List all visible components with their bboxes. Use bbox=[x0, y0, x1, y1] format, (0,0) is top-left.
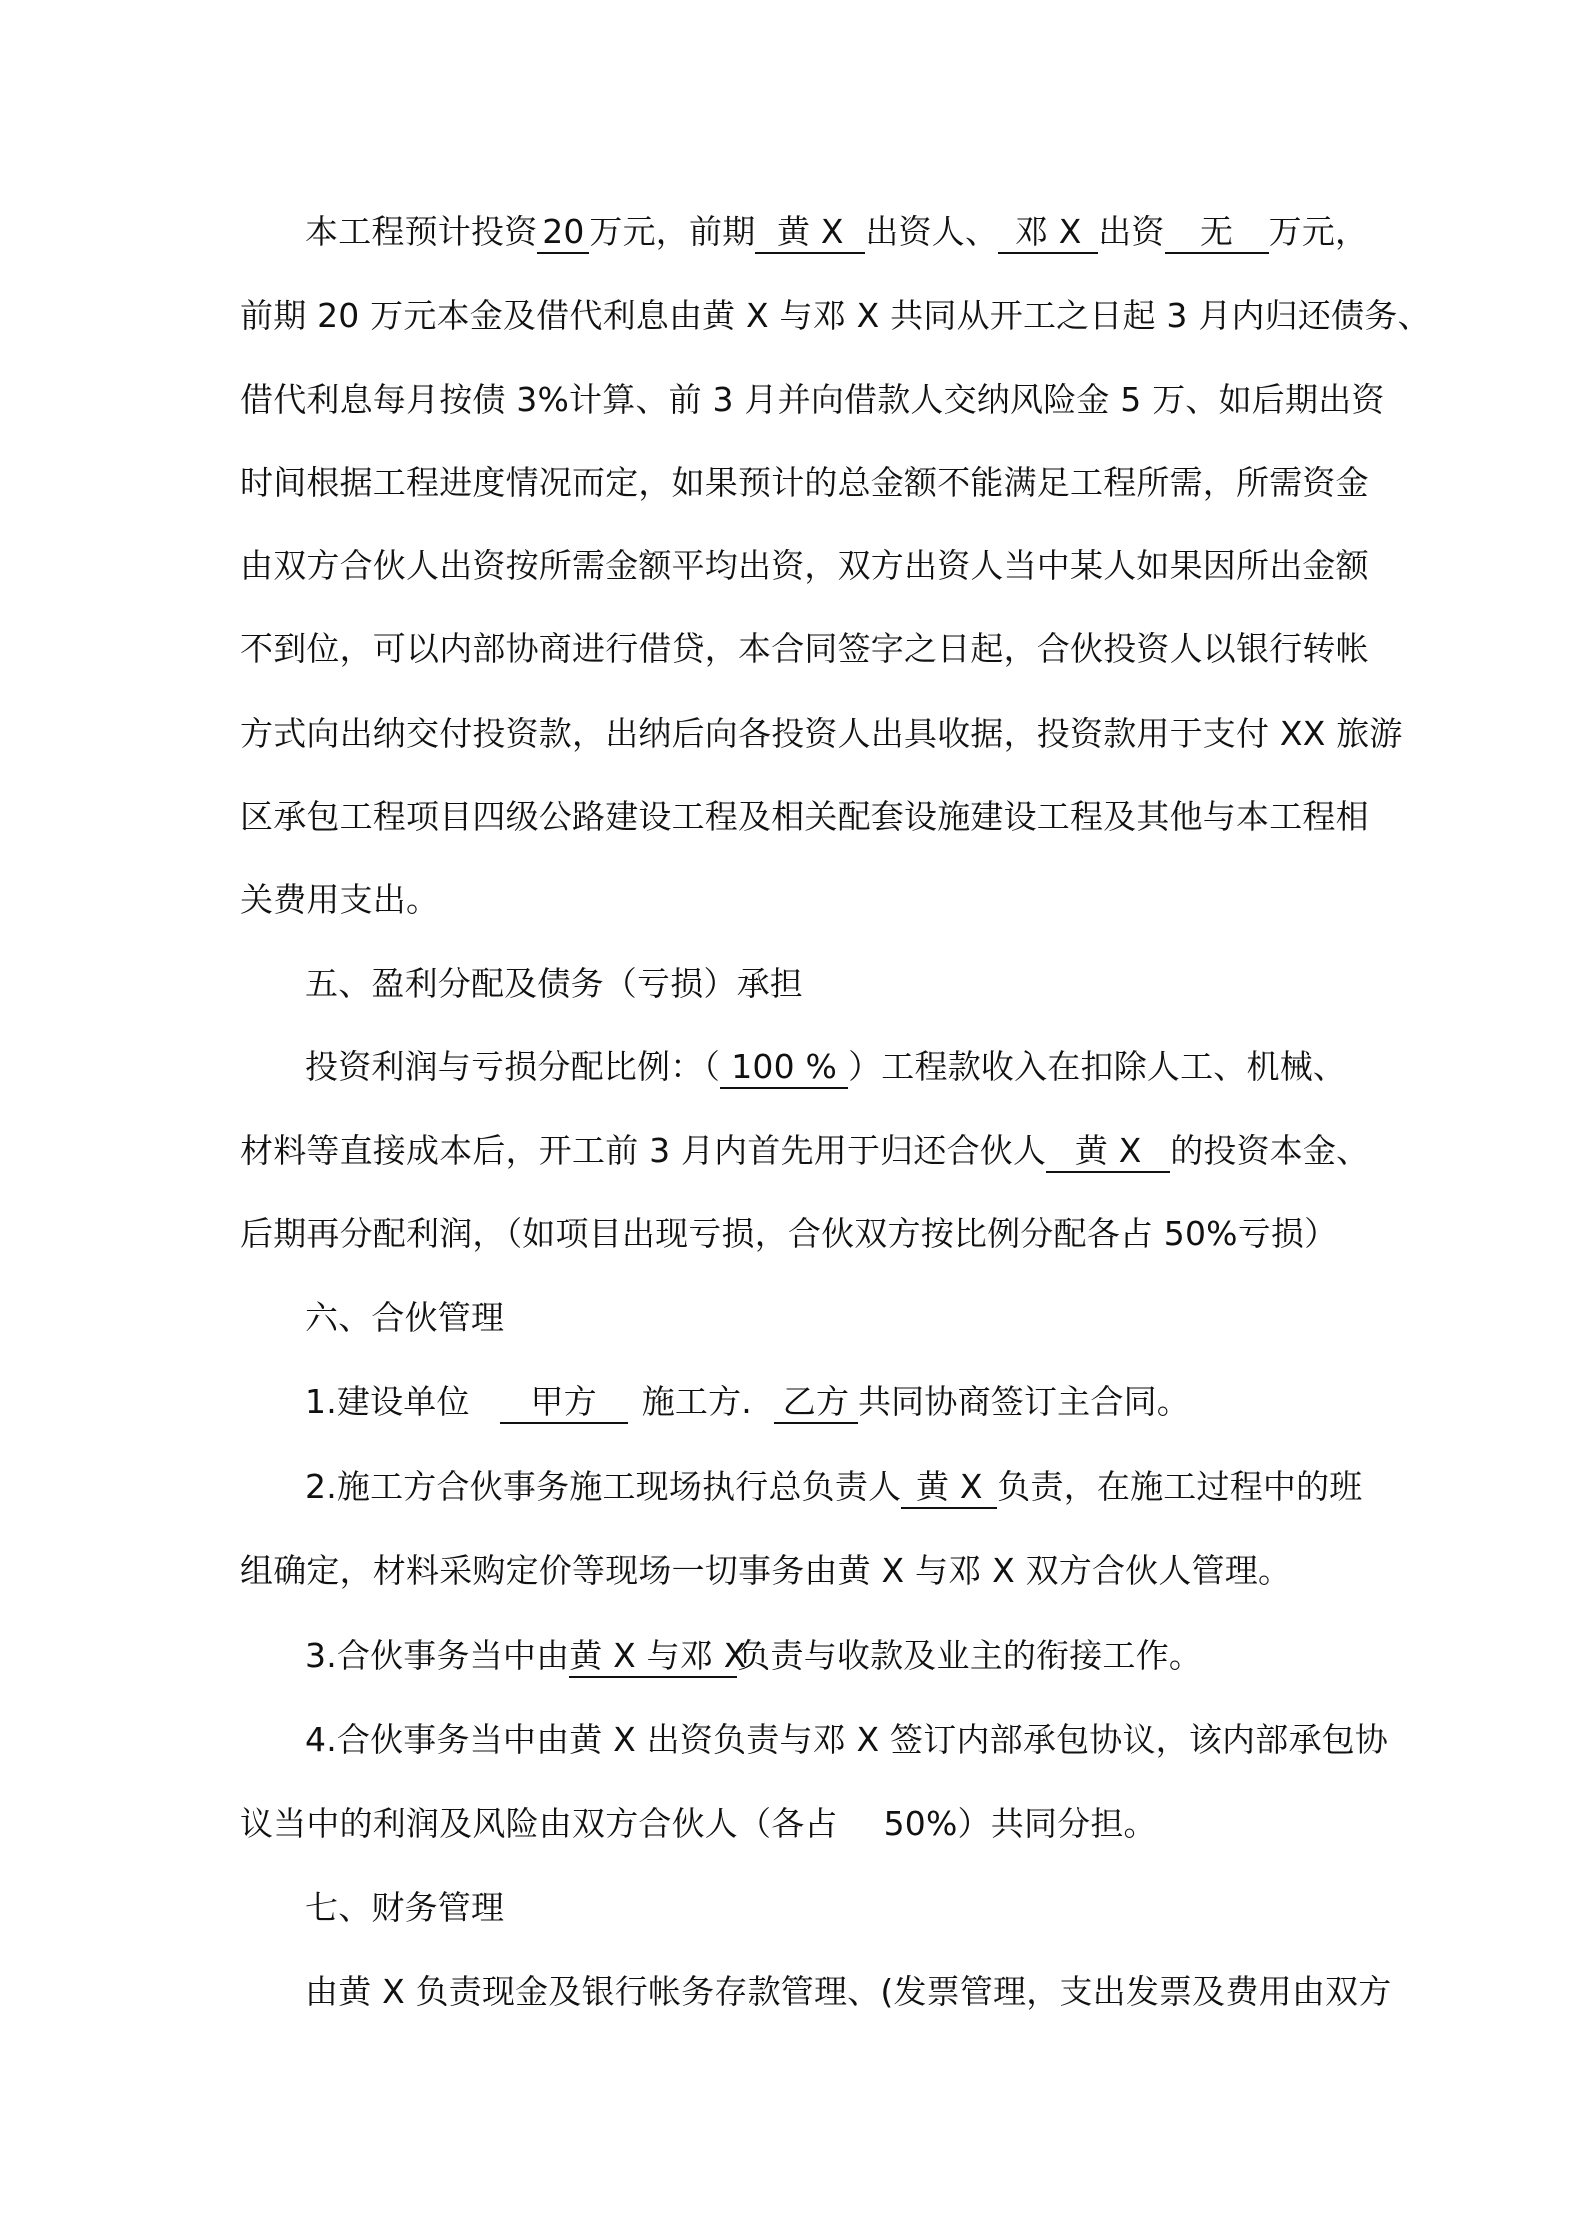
section-5-heading: 五、盈利分配及债务（亏损）承担 bbox=[305, 964, 803, 1003]
blank-site-manager: 黄 X bbox=[901, 1467, 997, 1509]
para1-line-3: 借代利息每月按债 3%计算、前 3 月并向借款人交纳风险金 5 万、如后期出资 bbox=[240, 380, 1385, 419]
section-6-item-2-line-2: 组确定，材料采购定价等现场一切事务由黄 X 与邓 X 双方合伙人管理。 bbox=[240, 1551, 1292, 1590]
text: 负责，在施工过程中的班 bbox=[997, 1467, 1363, 1506]
para1-line-5: 由双方合伙人出资按所需金额平均出资，双方出资人当中某人如果因所出金额 bbox=[240, 546, 1369, 585]
section-7-heading: 七、财务管理 bbox=[305, 1888, 505, 1927]
para1-line-9: 关费用支出。 bbox=[240, 880, 440, 919]
blank-investor-1: 黄 X bbox=[755, 212, 865, 254]
text: 50%）共同分担。 bbox=[883, 1804, 1157, 1843]
text: 的投资本金、 bbox=[1170, 1131, 1370, 1170]
para1-line-8: 区承包工程项目四级公路建设工程及相关配套设施建设工程及其他与本工程相 bbox=[240, 797, 1369, 836]
text: 投资利润与亏损分配比例：（ bbox=[305, 1047, 721, 1086]
blank-collection-responsible: 黄 X 与邓 X bbox=[569, 1636, 737, 1678]
text: 本工程预计投资 bbox=[305, 212, 538, 251]
blank-construction-unit: 甲方 bbox=[500, 1382, 628, 1424]
text: 万元， bbox=[1268, 212, 1369, 251]
blank-profit-ratio: 100 % bbox=[720, 1047, 848, 1089]
text: 1.建设单位 bbox=[305, 1382, 470, 1421]
blank-investor-2: 邓 X bbox=[998, 212, 1098, 254]
section-6-item-4-line-2 bbox=[240, 1800, 1157, 1848]
text: 2.施工方合伙事务施工现场执行总负责人 bbox=[305, 1467, 902, 1506]
blank-partner: 黄 X bbox=[1046, 1131, 1170, 1173]
blank-investment-amount: 20 bbox=[537, 212, 589, 254]
section-6-item-2-line-1 bbox=[305, 1463, 1363, 1511]
para1-line-2: 前期 20 万元本金及借代利息由黄 X 与邓 X 共同从开工之日起 3 月内归还债务、 bbox=[240, 296, 1431, 335]
text: 3.合伙事务当中由 bbox=[305, 1636, 570, 1675]
text: 出资人、 bbox=[865, 212, 999, 251]
section-6-item-4-line-1: 4.合伙事务当中由黄 X 出资负责与邓 X 签订内部承包协议，该内部承包协 bbox=[305, 1720, 1389, 1759]
text: 共同协商签订主合同。 bbox=[857, 1382, 1190, 1421]
section-7-line-1: 由黄 X 负责现金及银行帐务存款管理、(发票管理，支出发票及费用由双方 bbox=[305, 1972, 1392, 2011]
text: 万元，前期 bbox=[589, 212, 756, 251]
text: 议当中的利润及风险由双方合伙人（各占 bbox=[240, 1804, 838, 1843]
text: 负责与收款及业主的衔接工作。 bbox=[737, 1636, 1203, 1675]
para1-line-1 bbox=[305, 208, 1368, 256]
para1-line-6: 不到位，可以内部协商进行借贷，本合同签字之日起，合伙投资人以银行转帐 bbox=[240, 629, 1369, 668]
para1-line-7: 方式向出纳交付投资款，出纳后向各投资人出具收据，投资款用于支付 XX 旅游 bbox=[240, 714, 1403, 753]
section-5-line-3: 后期再分配利润，（如项目出现亏损，合伙双方按比例分配各占 50%亏损） bbox=[240, 1214, 1338, 1253]
text: ）工程款收入在扣除人工、机械、 bbox=[848, 1047, 1347, 1086]
section-6-heading: 六、合伙管理 bbox=[305, 1298, 505, 1337]
para1-line-4: 时间根据工程进度情况而定，如果预计的总金额不能满足工程所需，所需资金 bbox=[240, 463, 1369, 502]
blank-contractor: 乙方 bbox=[774, 1382, 858, 1424]
section-6-item-1 bbox=[305, 1378, 1190, 1426]
section-6-item-3 bbox=[305, 1632, 1202, 1680]
section-5-line-1 bbox=[305, 1043, 1346, 1091]
text: 出资 bbox=[1098, 212, 1165, 251]
section-5-line-2 bbox=[240, 1127, 1369, 1175]
text: 材料等直接成本后，开工前 3 月内首先用于归还合伙人 bbox=[240, 1131, 1047, 1170]
text: 施工方. bbox=[641, 1382, 752, 1421]
blank-investment-2: 无 bbox=[1165, 212, 1269, 254]
